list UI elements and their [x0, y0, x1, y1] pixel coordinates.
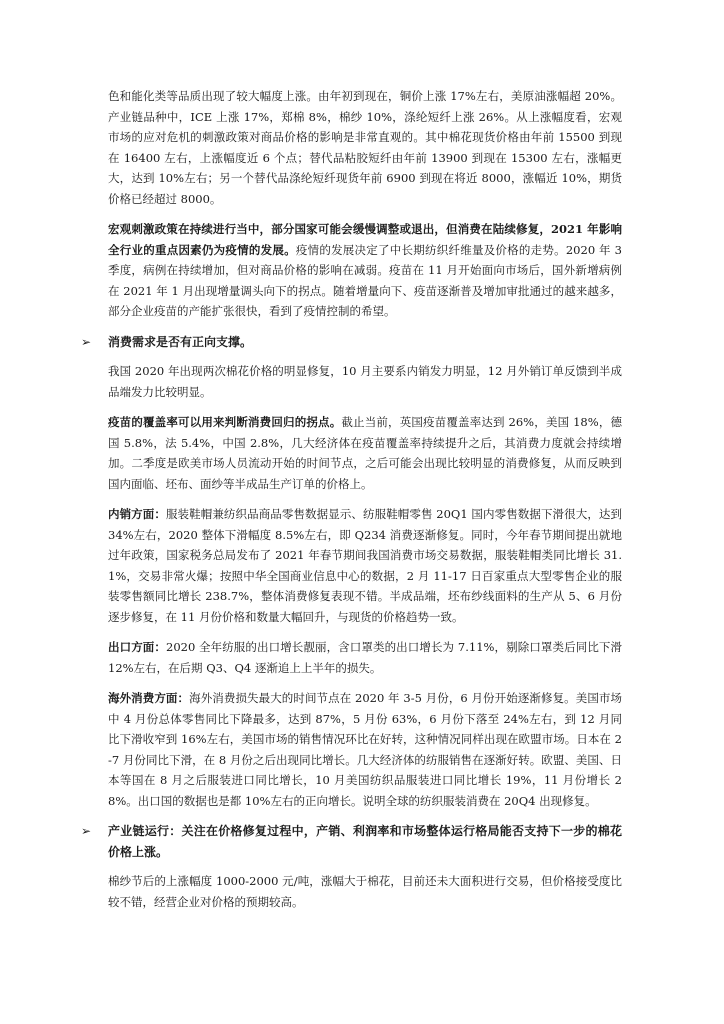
- paragraph-body: 海外消费损失最大的时间节点在 2020 年 3-5 月份，6 月份开始逐渐修复。美国市场中 4 月份总体零售同比下降最多，达到 87%，5 月份 63%，6 月份下落至 24%左右，到 12 月同比下滑收窄到 16%左右，美国市场的销售情况环比在好转，这种情况同样出现在欧盟市场。日本在 2-7 月份同比下滑，在 8 月份之后出现同比增长。几大经济体的纺服销售在逐渐好转。欧盟、美国、日本等国在 8 月之后服装进口同比增长，10 月美国纺织品服装进口同比增长 19%，11 月份增长 28%。出口国的数据也是都 10%左右的正向增长。说明全球的纺织服装消费在 20Q4 出现修复。: [108, 691, 622, 808]
- paragraph-lead: 出口方面：: [108, 640, 166, 654]
- paragraph-cotton-price-recovery: 我国 2020 年出现两次棉花价格的明显修复，10 月主要系内销发力明显，12 月外销订单反馈到半成品端发力比较明显。: [108, 364, 622, 399]
- paragraph-vaccine-coverage: [108, 412, 622, 494]
- paragraph-body: 2020 全年纺服的出口增长靓丽，含口罩类的出口增长为 7.11%，剔除口罩类后同比下滑 12%左右，在后期 Q3、Q4 逐渐追上上半年的损失。: [108, 640, 623, 675]
- arrow-bullet-icon: ➢: [81, 334, 92, 349]
- bullet-industry-chain: [81, 821, 622, 862]
- paragraph-body: 疫情的发展决定了中长期纺织纤维量及价格的走势。2020 年 3 季度，病例在持续增加，但对商品价格的影响在减弱。疫苗在 11 月开始面向市场后，国外新增病例在 2021 年 1 月出现增量调头向下的拐点。随着增量向下、疫苗逐渐普及增加审批通过的越来越多，部分企业疫苗的产能扩张很快，看到了疫情控制的希望。: [108, 242, 622, 318]
- paragraph-domestic-sales: [108, 504, 622, 627]
- document-page: [81, 86, 623, 922]
- bullet-consumer-demand: [81, 332, 622, 353]
- paragraph-exports: [108, 637, 622, 678]
- paragraph-overseas-consumption: [108, 688, 622, 811]
- paragraph-lead: 海外消费方面：: [108, 691, 190, 705]
- paragraph-body: 截止当前，英国疫苗覆盖率达到 26%，美国 18%，德国 5.8%，法 5.4%，中国 2.8%，几大经济体在疫苗覆盖率持续提升之后，其消费力度就会持续增加。二季度是欧美市场人员流动开始的时间节点，之后可能会出现比较明显的消费修复，从而反映到国内面临、坯布、面纱等半成品生产订单的价格上。: [108, 415, 623, 491]
- paragraph-lead: 内销方面：: [108, 507, 166, 521]
- bullet-text: 消费需求是否有正向支撑。: [108, 334, 253, 349]
- paragraph-macro-policy: [108, 219, 622, 322]
- arrow-bullet-icon: ➢: [81, 824, 92, 838]
- paragraph-commodity-prices: 色和能化类等品质出现了较大幅度上涨。由年初到现在，铜价上涨 17%左右，美原油涨幅超 20%。产业链品种中，ICE 上涨 17%，郑棉 8%，棉纱 10%，涤纶短纤上涨 26%。从上涨幅度看，宏观市场的应对危机的刺激政策对商品价格的影响是非常直观的。其中棉花现货价格由年前 15500 到现在 16400 左右，上涨幅度近 6 个点；替代品粘胶短纤由年前 13900 到现在 15300 左右，涨幅更大，达到 10%左右；另一个替代品涤纶短纤现货年前 6900 到现在将近 8000，涨幅近 10%，期货价格已经超过 8000。: [108, 89, 622, 206]
- paragraph-lead: 疫苗的覆盖率可以用来判断消费回归的拐点。: [108, 415, 342, 429]
- paragraph-lead: 宏观刺激政策在持续进行当中，部分国家可能会缓慢调整或退出，但消费在陆续修复，2021 年影响全行业的重点因素仍为疫情的发展。: [108, 222, 622, 257]
- bullet-text: 产业链运行：关注在价格修复过程中，产销、利润率和市场整体运行格局能否支持下一步的棉花价格上涨。: [108, 824, 622, 859]
- paragraph-body: 服装鞋帽兼纺织品商品零售数据显示、纺服鞋帽零售 20Q1 国内零售数据下滑很大，达到 34%左右，2020 整体下滑幅度 8.5%左右，即 Q234 消费逐渐修复。同时，今年春节期间提出就地过年政策，国家税务总局发布了 2021 年春节期间我国消费市场交易数据，服装鞋帽类同比增长 31.1%，交易非常火爆；按照中华全国商业信息中心的数据，2 月 11-17 日百家重点大型零售企业的服装零售额同比增长 238.7%，整体消费修复表现不错。半成品端，坯布纱线面料的生产从 5、6 月份逐步修复，在 11 月份价格和数量大幅回升，与现货的价格趋势一致。: [108, 507, 623, 624]
- paragraph-cotton-yarn: 棉纱节后的上涨幅度 1000-2000 元/吨，涨幅大于棉花，目前还未大面积进行交易，但价格接受度比较不错，经营企业对价格的预期较高。: [108, 874, 622, 909]
